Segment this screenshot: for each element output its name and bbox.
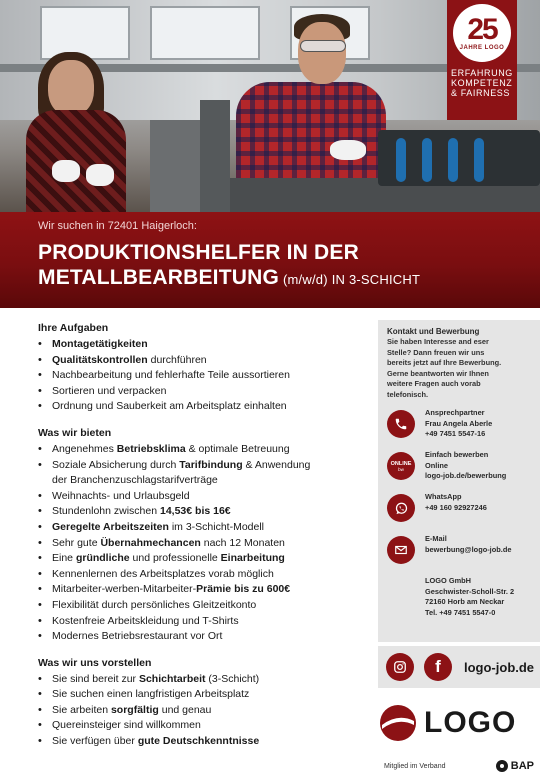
contact-phone[interactable]: [387, 408, 532, 442]
mail-icon: [387, 536, 415, 564]
list-item: • Qualitätskontrollen durchführen: [38, 353, 372, 369]
instagram-icon[interactable]: [386, 653, 414, 681]
email-address[interactable]: bewerbung@logo-job.de: [425, 544, 512, 554]
membership-note: Mitglied im Verband: [384, 762, 446, 770]
contact-whatsapp[interactable]: [387, 492, 532, 526]
logo-mark-icon: [378, 703, 418, 743]
list-item: • Sie suchen einen langfristigen Arbeitsplatz: [38, 687, 372, 703]
badge-claim: & FAIRNESS: [451, 88, 511, 98]
list-item: • Sie sind bereit zur Schichtarbeit (3-Schicht): [38, 672, 372, 688]
section-title-aufgaben: Ihre Aufgaben: [38, 322, 109, 334]
badge-claim: KOMPETENZ: [451, 78, 513, 88]
company-phone[interactable]: Tel. +49 7451 5547-0: [425, 607, 496, 617]
list-item: • Weihnachts- und Urlaubsgeld: [38, 489, 372, 505]
facebook-icon[interactable]: [424, 653, 452, 681]
website-link[interactable]: logo-job.de: [464, 659, 535, 675]
list-item: • Nachbearbeitung und fehlerhafte Teile aussortieren: [38, 368, 372, 384]
company-name: LOGO GmbH: [425, 576, 471, 585]
online-label2: Online: [425, 460, 448, 470]
job-title-line1: PRODUKTIONSHELFER IN DER: [38, 241, 359, 264]
company-city: 72160 Horb am Neckar: [425, 597, 505, 607]
online-apply-icon: [387, 452, 415, 480]
bap-logo: [496, 760, 534, 772]
facebook-letter: f: [435, 657, 441, 676]
contact-sidebar: [378, 320, 540, 642]
contact-name: Frau Angela Aberle: [425, 418, 493, 428]
list-item: • Sortieren und verpacken: [38, 384, 372, 400]
email-label: E-Mail: [425, 534, 447, 543]
title-banner: [0, 212, 540, 308]
footer: [384, 760, 534, 772]
phone-number[interactable]: +49 7451 5547-16: [425, 429, 486, 439]
whatsapp-number[interactable]: +49 160 92927246: [425, 502, 487, 512]
badge-claims: [451, 68, 513, 98]
list-item: • Montagetätigkeiten: [38, 337, 372, 353]
anniversary-badge: [447, 0, 517, 120]
online-icon-text: ONLINE: [390, 460, 412, 467]
job-title-line2: [38, 265, 540, 292]
online-icon-sub: bw: [398, 466, 404, 472]
phone-label: Ansprechpartner: [425, 408, 485, 417]
list-item: • Sie arbeiten sorgfältig und genau: [38, 703, 372, 719]
vorstellen-list: [38, 672, 372, 750]
company-address: [425, 576, 532, 618]
online-url[interactable]: logo-job.de/bewerbung: [425, 471, 507, 481]
phone-icon: [387, 410, 415, 438]
list-item: • Soziale Absicherung durch Tarifbindung & Anwendung der Branchenzuschlagstarifverträge: [38, 458, 372, 489]
list-item: • Angenehmes Betriebsklima & optimale Betreuung: [38, 442, 372, 458]
list-item: • Geregelte Arbeitszeiten im 3-Schicht-Modell: [38, 520, 372, 536]
bap-text: BAP: [510, 760, 534, 772]
contact-intro: Sie haben Interesse and eser Stelle? Dann freuen wir uns bereits jetzt auf Ihre Bewerbung. Gerne beantworten wir Ihnen weitere Fragen auch vorab telefonisch.: [387, 337, 502, 399]
contact-email[interactable]: [387, 534, 532, 568]
logo-wordmark: LOGO: [424, 706, 517, 739]
list-item: • Mitarbeiter-werben-Mitarbeiter-Prämie bis zu 600€: [38, 582, 372, 598]
badge-number: 25: [467, 12, 497, 46]
contact-online[interactable]: [387, 450, 532, 484]
bap-mark-icon: [496, 760, 508, 772]
job-title-main: METALLBEARBEITUNG: [38, 266, 279, 289]
social-bar: [378, 646, 540, 688]
list-item: • Eine gründliche und professionelle Einarbeitung: [38, 551, 372, 567]
list-item: • Modernes Betriebsrestaurant vor Ort: [38, 629, 372, 645]
whatsapp-icon: [387, 494, 415, 522]
list-item: • Quereinsteiger sind willkommen: [38, 718, 372, 734]
list-item: • Ordnung und Sauberkeit am Arbeitsplatz einhalten: [38, 399, 372, 415]
list-item: • Kostenfreie Arbeitskleidung und T-Shirts: [38, 614, 372, 630]
list-item: • Stundenlohn zwischen 14,53€ bis 16€: [38, 504, 372, 520]
section-title-bieten: Was wir bieten: [38, 426, 112, 439]
list-item: • Flexibilität durch persönliches Gleitzeitkonto: [38, 598, 372, 614]
list-item: • Sie verfügen über gute Deutschkenntnisse: [38, 734, 372, 750]
section-title-vorstellen: Was wir uns vorstellen: [38, 656, 152, 669]
badge-claim: ERFAHRUNG: [451, 68, 513, 78]
online-label: Einfach bewerben: [425, 450, 489, 459]
company-street: Geschwister-Scholl-Str. 2: [425, 586, 515, 596]
shift-note: IN 3-SCHICHT: [331, 272, 421, 287]
list-item: • Sehr gute Übernahmechancen nach 12 Monaten: [38, 536, 372, 552]
aufgaben-list: [38, 337, 372, 415]
company-logo: [378, 700, 540, 746]
list-item: • Kennenlernen des Arbeitsplatzes vorab möglich: [38, 567, 372, 583]
whatsapp-label: WhatsApp: [425, 492, 462, 501]
job-details: [38, 322, 372, 762]
badge-circle: [453, 4, 511, 62]
contact-title: Kontakt und Bewerbung: [387, 327, 480, 336]
bieten-list: [38, 442, 372, 645]
badge-subtitle: JAHRE LOGO: [459, 44, 505, 51]
job-location: Wir suchen in 72401 Haigerloch:: [38, 220, 197, 232]
gender-note: (m/w/d): [283, 272, 328, 287]
